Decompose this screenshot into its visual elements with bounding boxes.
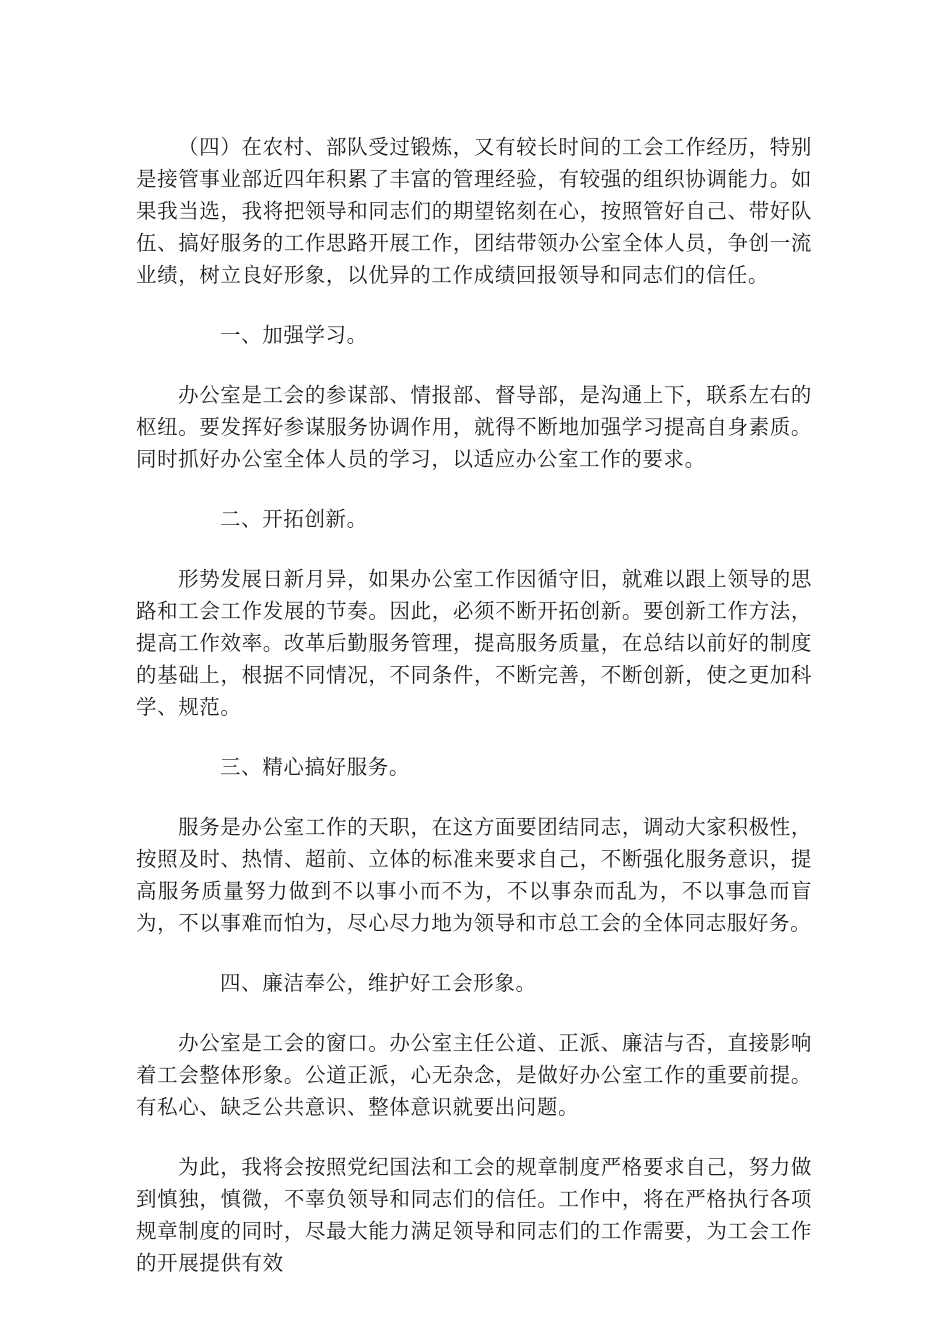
paragraph-intro: （四）在农村、部队受过锻炼，又有较长时间的工会工作经历，特别是接管事业部近四年积累了丰富的管理经验，有较强的组织协调能力。如果我当选，我将把领导和同志们的期望铭刻在心，按照管好自己、带好队伍、搞好服务的工作思路开展工作，团结带领办公室全体人员，争创一流业绩，树立良好形象，以优异的工作成绩回报领导和同志们的信任。 [136, 135, 812, 287]
paragraph-3: 服务是办公室工作的天职，在这方面要团结同志，调动大家积极性，按照及时、热情、超前、立体的标准来要求自己，不断强化服务意识，提高服务质量努力做到不以事小而不为，不以事杂而乱为，不以事急而盲为，不以事难而怕为，尽心尽力地为领导和市总工会的全体同志服好务。 [136, 815, 812, 935]
paragraph-1: 办公室是工会的参谋部、情报部、督导部，是沟通上下，联系左右的枢纽。要发挥好参谋服务协调作用，就得不断地加强学习提高自身素质。同时抓好办公室全体人员的学习，以适应办公室工作的要求。 [136, 383, 812, 471]
paragraph-4: 办公室是工会的窗口。办公室主任公道、正派、廉洁与否，直接影响着工会整体形象。公道正派，心无杂念，是做好办公室工作的重要前提。有私心、缺乏公共意识、整体意识就要出问题。 [136, 1031, 812, 1119]
section-heading-1: 一、加强学习。 [220, 323, 368, 347]
section-heading-4: 四、廉洁奉公，维护好工会形象。 [220, 971, 537, 995]
section-heading-3: 三、精心搞好服务。 [220, 755, 410, 779]
section-heading-2: 二、开拓创新。 [220, 507, 368, 531]
paragraph-5: 为此，我将会按照党纪国法和工会的规章制度严格要求自己，努力做到慎独，慎微，不辜负领导和同志们的信任。工作中，将在严格执行各项规章制度的同时，尽最大能力满足领导和同志们的工作需要，为工会工作的开展提供有效 [136, 1155, 812, 1275]
paragraph-2: 形势发展日新月异，如果办公室工作因循守旧，就难以跟上领导的思路和工会工作发展的节奏。因此，必须不断开拓创新。要创新工作方法，提高工作效率。改革后勤服务管理，提高服务质量，在总结以前好的制度的基础上，根据不同情况，不同条件，不断完善，不断创新，使之更加科学、规范。 [136, 567, 812, 719]
document-body [136, 131, 812, 1307]
